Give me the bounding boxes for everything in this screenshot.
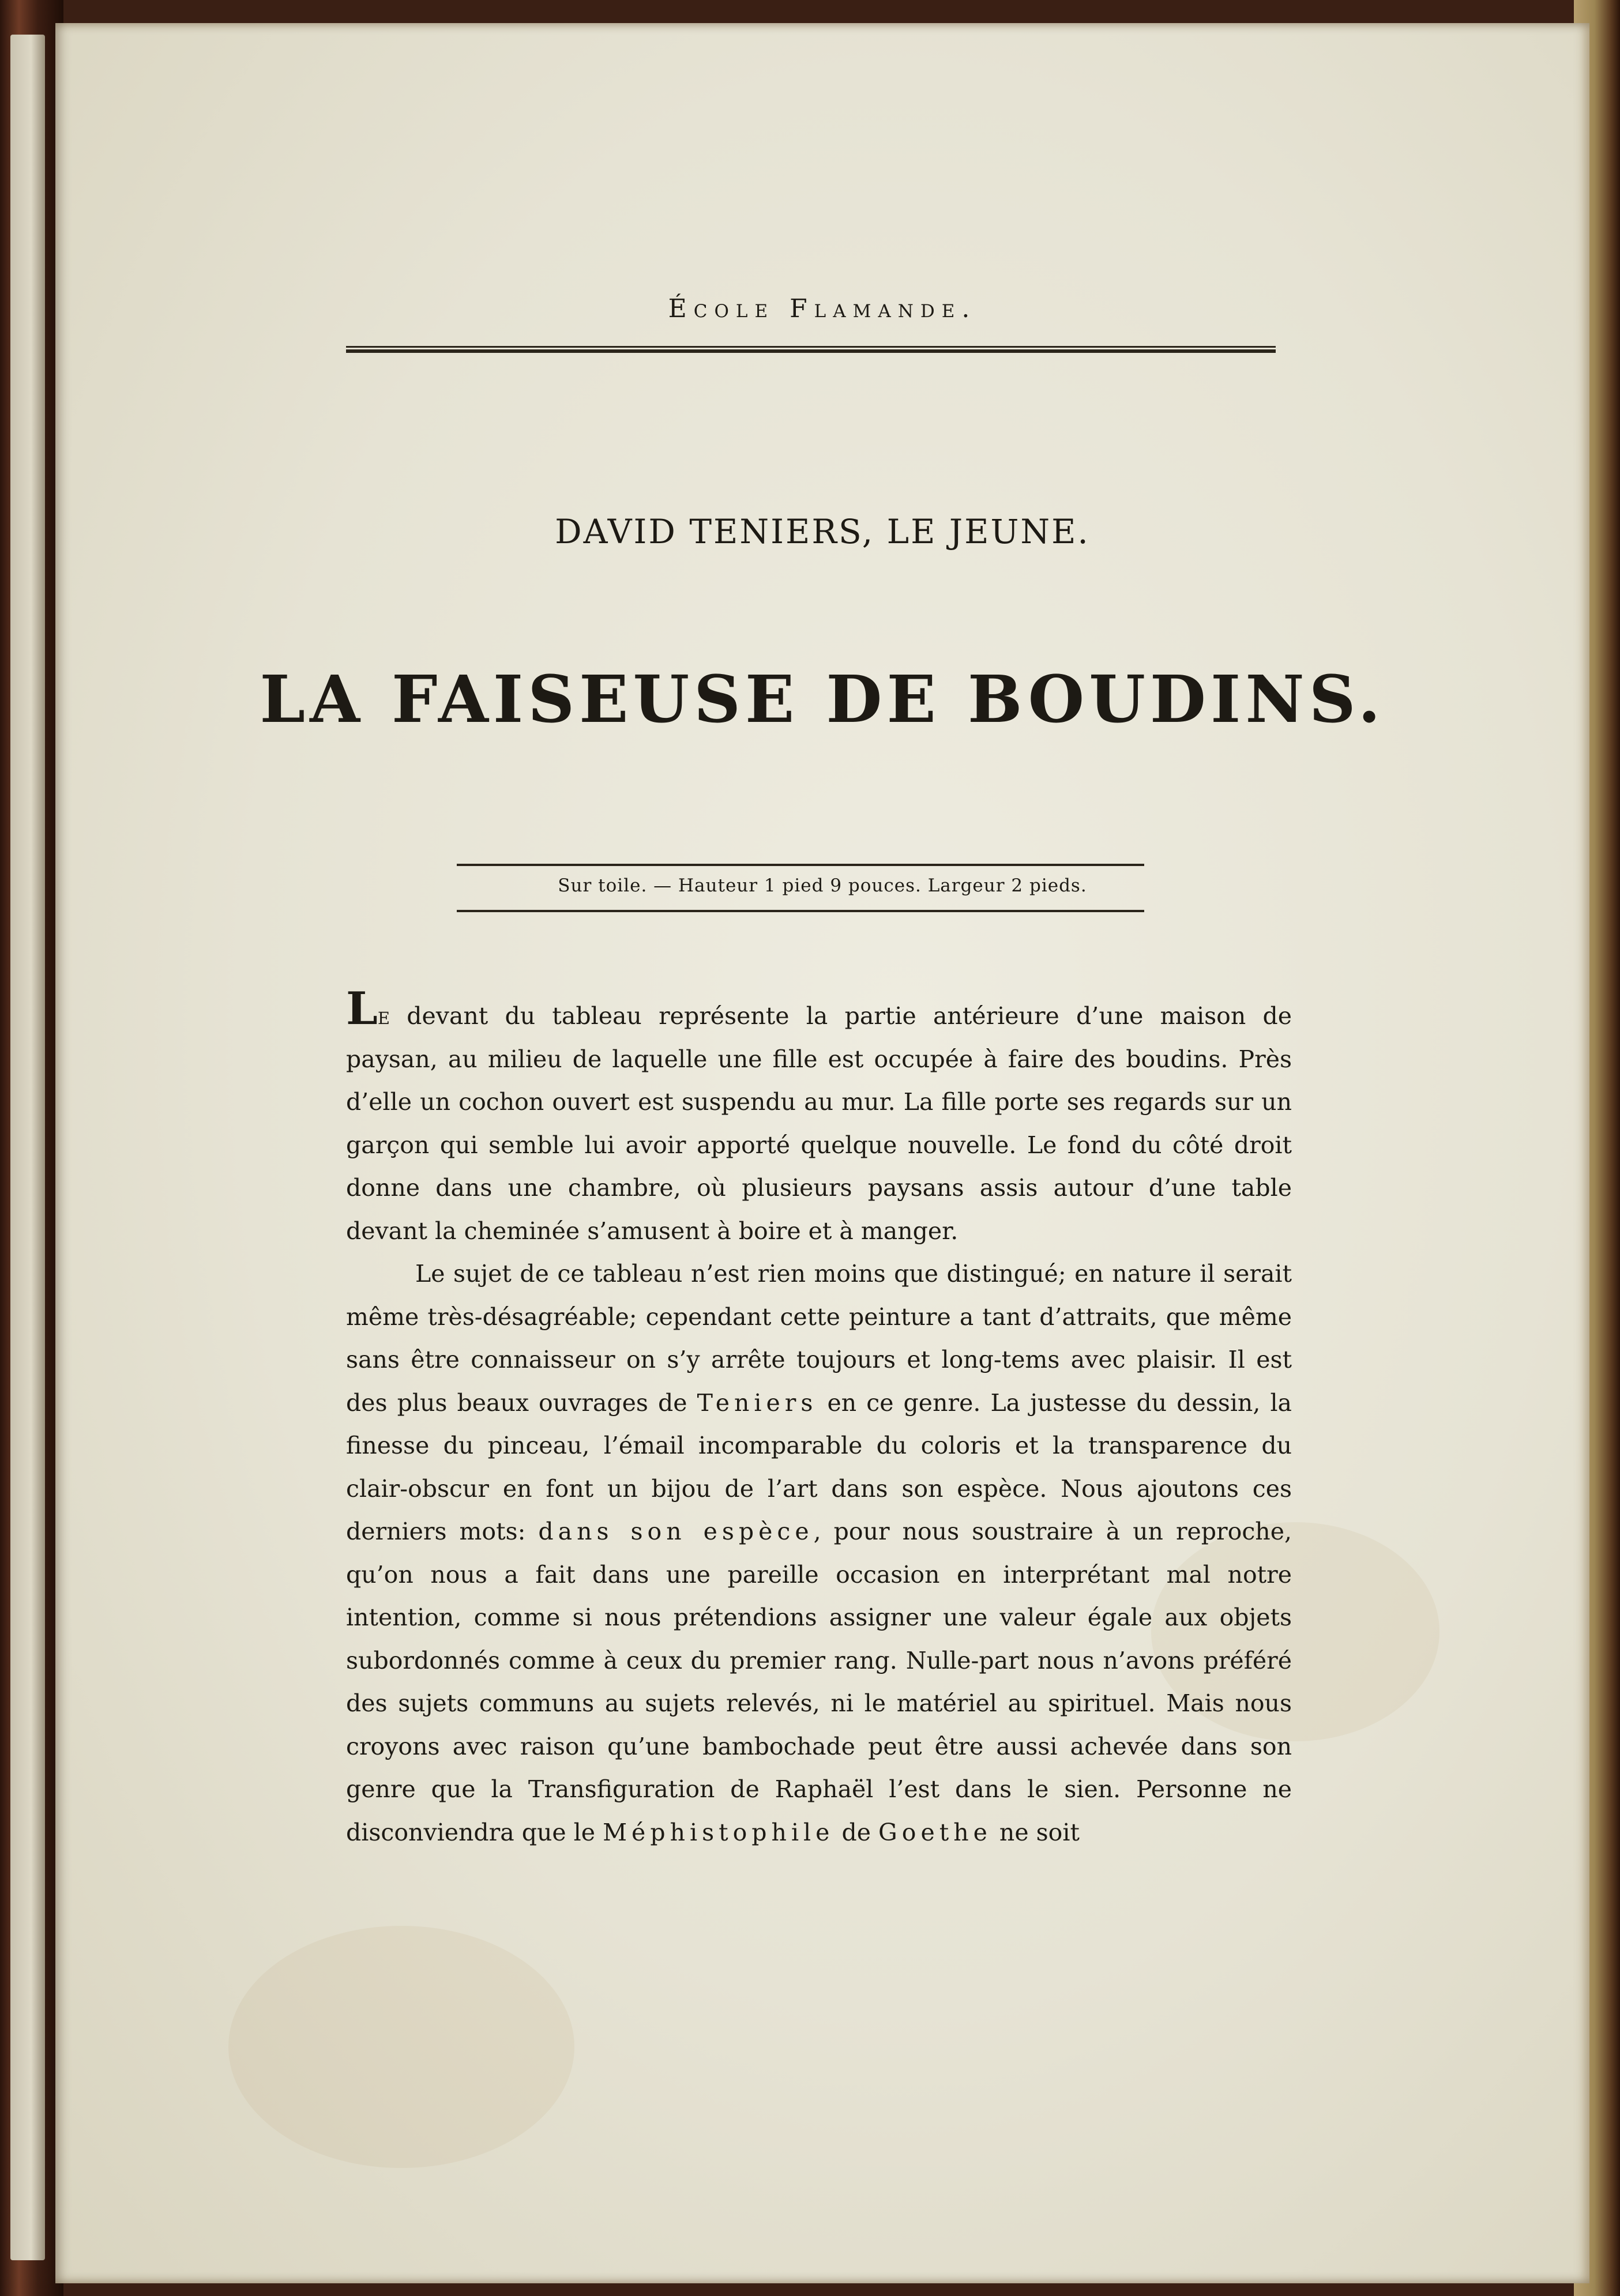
paragraph-2 [346, 1252, 1292, 1854]
header-rule [346, 346, 1276, 353]
dimensions-rule-bottom [457, 910, 1144, 912]
name-mephistophile: Méphistophile [603, 1818, 835, 1846]
artwork-dimensions: Sur toile. — Hauteur 1 pied 9 pouces. Largeur 2 pieds. [558, 875, 1087, 896]
running-head: École Flamande. [668, 294, 977, 323]
paragraph-2-text-d: de [834, 1818, 879, 1846]
paragraph-2-text-a: Le sujet de ce tableau n’est rien moins que distingué; en nature il serait même très-désagréable; cependant cette peinture a tant d’attraits, que même sans être connaisseur on s’y arrête toujours et long-tems avec plaisir. Il est des plus beaux ouvrages de [346, 1260, 1292, 1417]
emphasis-dans-son-espece: dans son espèce [538, 1518, 814, 1545]
drop-cap-lead: e [377, 1002, 390, 1030]
paragraph-1-text: devant du tableau représente la partie antérieure d’une maison de paysan, au milieu de laquelle une fille est occupée à faire des boudins. Près d’elle un cochon ouvert est suspendu au mur. La fille porte ses regards sur un garçon qui semble lui avoir apporté quelque nouvelle. Le fond du côté droit donne dans une chambre, où plusieurs paysans assis autour d’une table devant la cheminée s’amusent à boire et à manger. [346, 1002, 1292, 1245]
dimensions-rule-top [457, 864, 1144, 866]
artwork-title: LA FAISEUSE DE BOUDINS. [260, 662, 1385, 737]
name-goethe: Goethe [878, 1818, 992, 1846]
book-page [55, 23, 1589, 2283]
paragraph-2-text-e: ne soit [991, 1818, 1080, 1846]
page-content [55, 23, 1589, 2283]
painter-name: DAVID TENIERS, LE JEUNE. [555, 512, 1090, 551]
body-text [346, 983, 1292, 1854]
paragraph-2-text-c: , pour nous soustraire à un reproche, qu’on nous a fait dans une pareille occasion en interprétant mal notre intention, comme si nous prétendions assigner une valeur égale aux objets subordonnés comme à ceux du premier rang. Nulle-part nous n’avons préféré des sujets communs au sujets relevés, ni le matériel au spirituel. Mais nous croyons avec raison qu’une bambochade peut être aussi achevée dans son genre que la Transfiguration de Raphaël l’est dans le sien. Personne ne disconviendra que le [346, 1518, 1292, 1846]
drop-cap: L [346, 983, 378, 1035]
name-teniers: Teniers [697, 1388, 818, 1417]
paragraph-1 [346, 983, 1292, 1252]
paragraph-2-text-b: en ce genre. La justesse du dessin, la finesse du pinceau, l’émail incomparable du coloris et la transparence du clair-obscur en font un bijou de l’art dans son espèce. Nous ajoutons ces derniers mots: [346, 1388, 1292, 1545]
facing-page-edge [10, 35, 45, 2260]
